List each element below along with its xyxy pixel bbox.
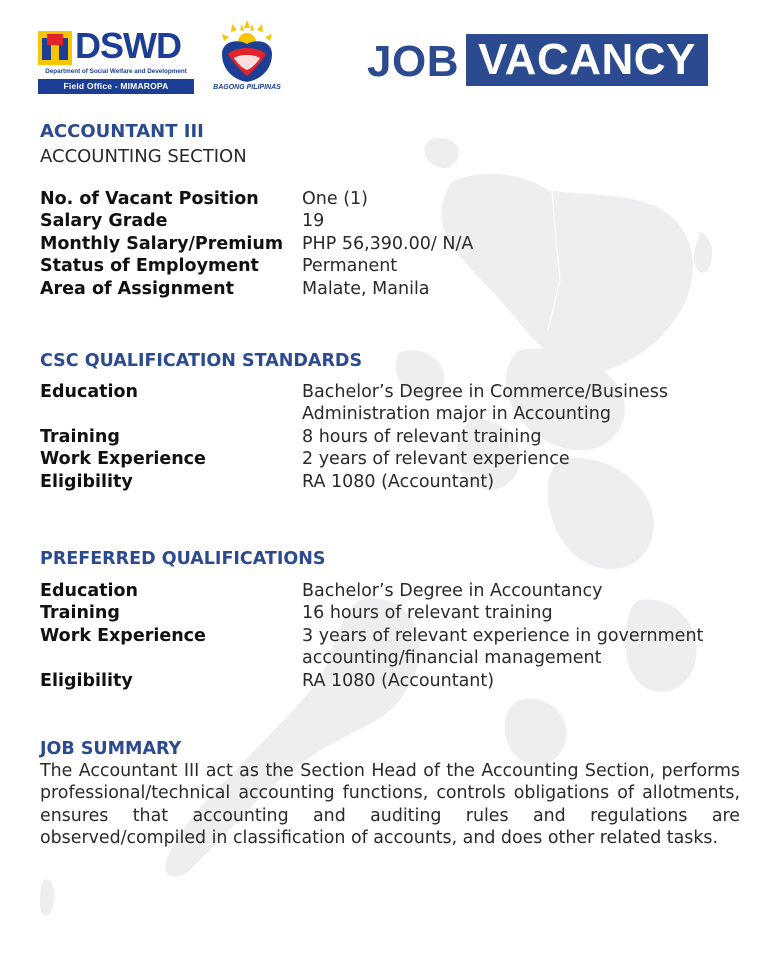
preferred-row xyxy=(40,580,740,602)
preferred-row xyxy=(40,625,740,670)
preferred-label: Eligibility xyxy=(40,670,133,691)
job-summary-heading: JOB SUMMARY xyxy=(40,739,182,759)
preferred-label: Work Experience xyxy=(40,625,206,646)
csc-row xyxy=(40,448,740,470)
title-job: JOB xyxy=(367,37,459,86)
csc-value: Bachelor’s Degree in Commerce/Business Administration major in Accounting xyxy=(302,382,669,425)
position-title: ACCOUNTANT III xyxy=(40,121,204,142)
preferred-value: RA 1080 (Accountant) xyxy=(302,670,495,691)
detail-label: Monthly Salary/Premium xyxy=(40,233,284,254)
csc-value: RA 1080 (Accountant) xyxy=(302,471,495,492)
detail-row xyxy=(40,233,740,255)
detail-value: Malate, Manila xyxy=(302,278,430,299)
detail-value: Permanent xyxy=(302,256,398,277)
dswd-wordmark: DSWD xyxy=(75,25,181,66)
detail-row xyxy=(40,188,740,210)
preferred-value: 3 years of relevant experience in government accounting/financial management xyxy=(302,625,704,669)
position-details xyxy=(40,188,740,300)
preferred-value: Bachelor’s Degree in Accountancy xyxy=(302,581,603,601)
detail-value: One (1) xyxy=(302,189,368,209)
job-summary-text: The Accountant III act as the Section Head of the Accounting Section, performs professional/technical accounting functions, controls obligations of allotments, ensures that accounting and auditing rules and regulations are observed/compiled in classification of accounts, and does other related tasks. xyxy=(40,761,740,849)
detail-row xyxy=(40,255,740,277)
title-vacancy: VACANCY xyxy=(466,34,708,86)
department-name: Department of Social Welfare and Development xyxy=(45,68,187,75)
preferred-row xyxy=(40,602,740,624)
csc-row xyxy=(40,471,740,493)
csc-label: Education xyxy=(40,382,138,402)
csc-heading: CSC QUALIFICATION STANDARDS xyxy=(40,351,363,371)
preferred-qualifications xyxy=(40,580,740,692)
detail-label: Salary Grade xyxy=(40,211,168,232)
detail-value: 19 xyxy=(302,211,325,232)
csc-label: Work Experience xyxy=(40,449,206,470)
csc-row xyxy=(40,381,740,426)
csc-label: Eligibility xyxy=(40,471,133,492)
detail-label: Area of Assignment xyxy=(40,278,234,299)
position-section: ACCOUNTING SECTION xyxy=(40,146,247,167)
dswd-emblem-icon xyxy=(38,31,72,65)
detail-row xyxy=(40,210,740,232)
dswd-logo xyxy=(38,25,194,94)
csc-value: 8 hours of relevant training xyxy=(302,426,542,447)
detail-value: PHP 56,390.00/ N/A xyxy=(302,233,474,254)
detail-row xyxy=(40,278,740,300)
preferred-value: 16 hours of relevant training xyxy=(302,603,553,624)
preferred-row xyxy=(40,670,740,692)
bagong-pilipinas-text: BAGONG PILIPINAS xyxy=(213,84,281,91)
bagong-pilipinas-emblem-icon xyxy=(206,20,288,84)
preferred-label: Training xyxy=(40,603,120,624)
field-office-badge: Field Office - MIMAROPA xyxy=(38,79,194,94)
csc-row xyxy=(40,426,740,448)
bagong-pilipinas-logo xyxy=(206,20,288,96)
csc-value: 2 years of relevant experience xyxy=(302,449,570,470)
preferred-label: Education xyxy=(40,581,138,601)
detail-label: No. of Vacant Position xyxy=(40,189,259,209)
csc-label: Training xyxy=(40,426,120,447)
detail-label: Status of Employment xyxy=(40,256,259,277)
preferred-heading: PREFERRED QUALIFICATIONS xyxy=(40,549,326,569)
csc-standards xyxy=(40,381,740,493)
